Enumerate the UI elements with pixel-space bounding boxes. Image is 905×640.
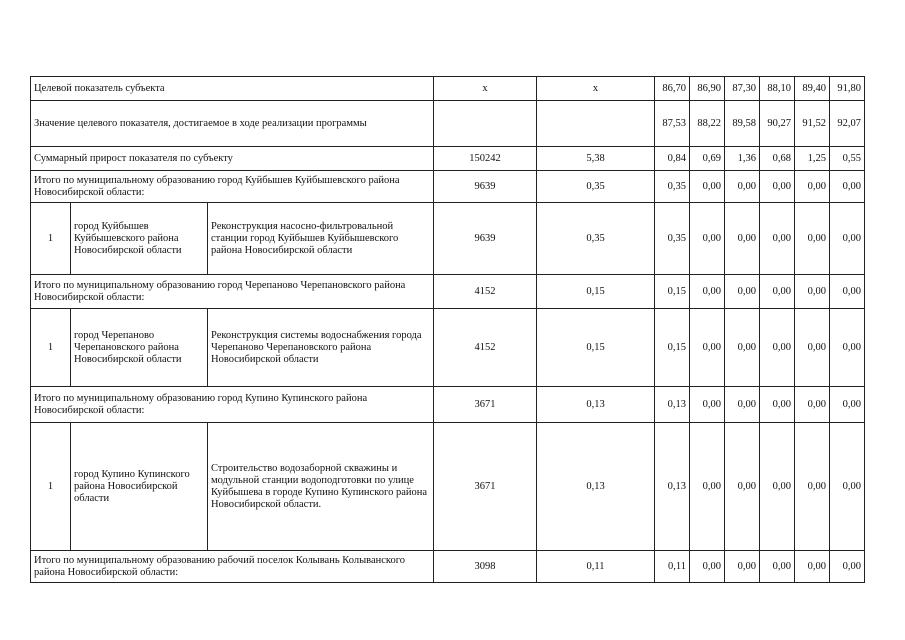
year-value-cell: 0,00 (795, 203, 830, 275)
value-cell-2: 0,15 (537, 275, 655, 309)
year-value-cell: 0,00 (725, 551, 760, 583)
year-value-cell: 0,00 (690, 275, 725, 309)
value-cell-2: 0,13 (537, 387, 655, 423)
year-value-cell: 0,00 (795, 423, 830, 551)
row-label-cell: Целевой показатель субъекта (31, 77, 434, 101)
year-value-cell: 89,40 (795, 77, 830, 101)
year-value-cell: 88,10 (760, 77, 795, 101)
row-number-cell: 1 (31, 309, 71, 387)
value-cell-2: 0,15 (537, 309, 655, 387)
year-value-cell: 0,00 (830, 551, 865, 583)
year-value-cell: 90,27 (760, 101, 795, 147)
value-cell-2: 0,13 (537, 423, 655, 551)
value-cell-2: 5,38 (537, 147, 655, 171)
year-value-cell: 0,69 (690, 147, 725, 171)
summary-row (31, 101, 865, 147)
year-value-cell: 89,58 (725, 101, 760, 147)
value-cell-1: 9639 (434, 203, 537, 275)
year-value-cell: 0,00 (690, 387, 725, 423)
value-cell-1: х (434, 77, 537, 101)
year-value-cell: 1,25 (795, 147, 830, 171)
project-name-cell: Реконструкция насосно-фильтровальной станции город Куйбышев Куйбышевского района Новосибирской области (208, 203, 434, 275)
year-value-cell: 0,00 (725, 423, 760, 551)
year-value-cell: 0,84 (655, 147, 690, 171)
row-label-cell: Значение целевого показателя, достигаемое в ходе реализации программы (31, 101, 434, 147)
row-label-cell: Итого по муниципальному образованию город Черепаново Черепановского района Новосибирской области: (31, 275, 434, 309)
row-number-cell: 1 (31, 423, 71, 551)
year-value-cell: 0,00 (725, 171, 760, 203)
summary-row (31, 147, 865, 171)
row-label-cell: Итого по муниципальному образованию город Куйбышев Куйбышевского района Новосибирской области: (31, 171, 434, 203)
year-value-cell: 0,35 (655, 171, 690, 203)
year-value-cell: 0,00 (690, 203, 725, 275)
year-value-cell: 88,22 (690, 101, 725, 147)
summary-row (31, 275, 865, 309)
value-cell-2: 0,35 (537, 203, 655, 275)
municipality-cell: город Куйбышев Куйбышевского района Новосибирской области (71, 203, 208, 275)
summary-row (31, 387, 865, 423)
year-value-cell: 0,00 (795, 171, 830, 203)
value-cell-2: х (537, 77, 655, 101)
year-value-cell: 0,00 (830, 203, 865, 275)
value-cell-1: 3671 (434, 387, 537, 423)
row-number-cell: 1 (31, 203, 71, 275)
value-cell-1: 4152 (434, 309, 537, 387)
year-value-cell: 0,68 (760, 147, 795, 171)
year-value-cell: 0,13 (655, 387, 690, 423)
project-row (31, 423, 865, 551)
table-body (31, 77, 865, 583)
indicator-table (30, 76, 865, 583)
year-value-cell: 0,00 (760, 275, 795, 309)
row-label-cell: Суммарный прирост показателя по субъекту (31, 147, 434, 171)
value-cell-1: 4152 (434, 275, 537, 309)
municipality-cell: город Черепаново Черепановского района Новосибирской области (71, 309, 208, 387)
value-cell-2: 0,35 (537, 171, 655, 203)
year-value-cell: 87,53 (655, 101, 690, 147)
year-value-cell: 0,00 (830, 275, 865, 309)
row-label-cell: Итого по муниципальному образованию город Купино Купинского района Новосибирской области: (31, 387, 434, 423)
year-value-cell: 0,55 (830, 147, 865, 171)
year-value-cell: 0,00 (725, 387, 760, 423)
year-value-cell: 0,15 (655, 309, 690, 387)
year-value-cell: 0,13 (655, 423, 690, 551)
year-value-cell: 0,00 (760, 171, 795, 203)
value-cell-1: 3098 (434, 551, 537, 583)
year-value-cell: 0,35 (655, 203, 690, 275)
project-name-cell: Строительство водозаборной скважины и модульной станции водоподготовки по улице Куйбышева в городе Купино Купинского района Новосибирской области. (208, 423, 434, 551)
summary-row (31, 171, 865, 203)
value-cell-1: 3671 (434, 423, 537, 551)
year-value-cell: 0,00 (725, 203, 760, 275)
year-value-cell: 0,00 (795, 387, 830, 423)
year-value-cell: 0,00 (760, 309, 795, 387)
year-value-cell: 0,00 (830, 309, 865, 387)
year-value-cell: 91,52 (795, 101, 830, 147)
summary-row (31, 77, 865, 101)
value-cell-1 (434, 101, 537, 147)
year-value-cell: 0,00 (760, 423, 795, 551)
summary-row (31, 551, 865, 583)
year-value-cell: 87,30 (725, 77, 760, 101)
year-value-cell: 0,00 (830, 387, 865, 423)
value-cell-2 (537, 101, 655, 147)
year-value-cell: 0,00 (830, 171, 865, 203)
year-value-cell: 0,00 (725, 275, 760, 309)
year-value-cell: 86,90 (690, 77, 725, 101)
year-value-cell: 0,00 (760, 203, 795, 275)
year-value-cell: 0,00 (690, 171, 725, 203)
year-value-cell: 0,00 (795, 551, 830, 583)
row-label-cell: Итого по муниципальному образованию рабочий поселок Колывань Колыванского района Новосибирской области: (31, 551, 434, 583)
year-value-cell: 0,00 (760, 551, 795, 583)
project-row (31, 203, 865, 275)
year-value-cell: 0,00 (795, 275, 830, 309)
year-value-cell: 0,00 (690, 551, 725, 583)
year-value-cell: 1,36 (725, 147, 760, 171)
year-value-cell: 0,00 (690, 309, 725, 387)
municipality-cell: город Купино Купинского района Новосибирской области (71, 423, 208, 551)
year-value-cell: 91,80 (830, 77, 865, 101)
year-value-cell: 0,00 (760, 387, 795, 423)
value-cell-1: 150242 (434, 147, 537, 171)
value-cell-1: 9639 (434, 171, 537, 203)
year-value-cell: 0,15 (655, 275, 690, 309)
year-value-cell: 0,00 (725, 309, 760, 387)
value-cell-2: 0,11 (537, 551, 655, 583)
project-row (31, 309, 865, 387)
year-value-cell: 0,00 (830, 423, 865, 551)
project-name-cell: Реконструкция системы водоснабжения города Черепаново Черепановского района Новосибирской области (208, 309, 434, 387)
year-value-cell: 0,00 (690, 423, 725, 551)
year-value-cell: 0,11 (655, 551, 690, 583)
year-value-cell: 92,07 (830, 101, 865, 147)
year-value-cell: 86,70 (655, 77, 690, 101)
year-value-cell: 0,00 (795, 309, 830, 387)
